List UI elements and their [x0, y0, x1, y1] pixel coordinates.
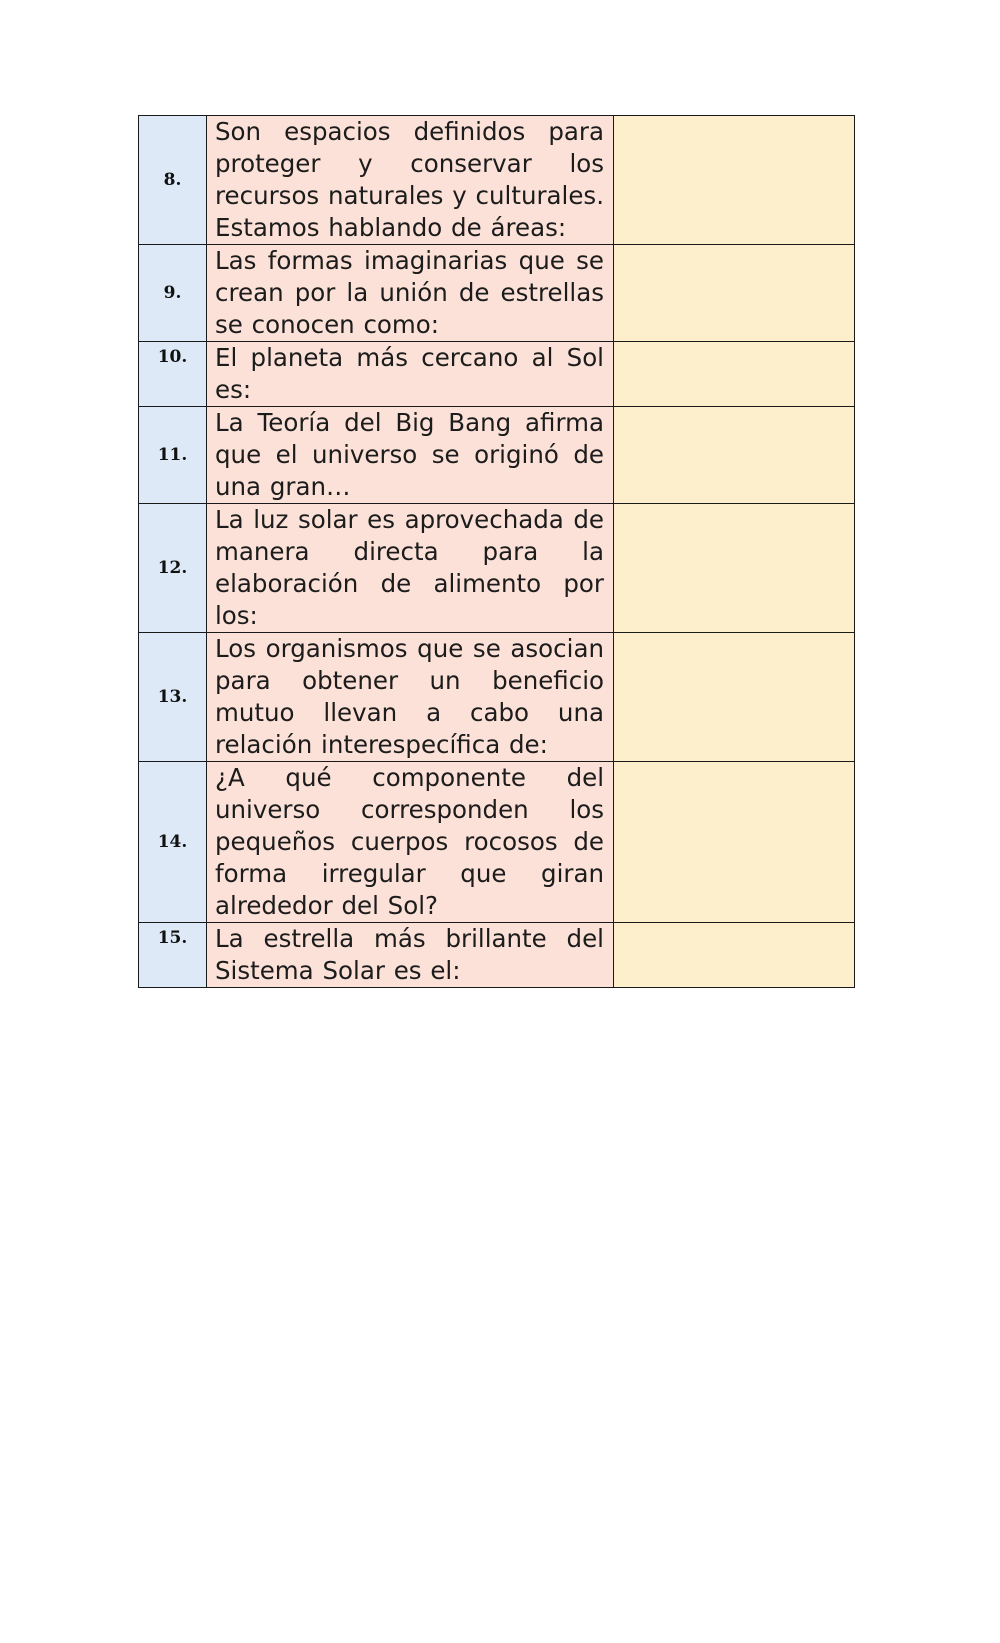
question-text: La luz solar es aprovechada de manera directa para la elaboración de alimento por los:	[207, 504, 614, 633]
questions-table	[138, 115, 855, 988]
answer-cell[interactable]	[614, 633, 855, 762]
answer-cell[interactable]	[614, 407, 855, 504]
question-text: Las formas imaginarias que se crean por la unión de estrellas se conocen como:	[207, 245, 614, 342]
question-text: ¿A qué componente del universo corresponden los pequeños cuerpos rocosos de forma irregular que giran alrededor del Sol?	[207, 762, 614, 923]
question-number: 9.	[139, 245, 207, 342]
answer-cell[interactable]	[614, 245, 855, 342]
question-number: 10.	[139, 342, 207, 407]
question-text: El planeta más cercano al Sol es:	[207, 342, 614, 407]
table-row	[139, 762, 855, 923]
answer-cell[interactable]	[614, 762, 855, 923]
question-text: La estrella más brillante del Sistema Solar es el:	[207, 923, 614, 988]
table-row	[139, 342, 855, 407]
table-row	[139, 407, 855, 504]
table-row	[139, 245, 855, 342]
question-number: 13.	[139, 633, 207, 762]
answer-cell[interactable]	[614, 342, 855, 407]
answer-cell[interactable]	[614, 504, 855, 633]
table-row	[139, 923, 855, 988]
question-number: 12.	[139, 504, 207, 633]
answer-cell[interactable]	[614, 923, 855, 988]
question-number: 15.	[139, 923, 207, 988]
table-row	[139, 504, 855, 633]
answer-cell[interactable]	[614, 116, 855, 245]
question-number: 8.	[139, 116, 207, 245]
question-number: 11.	[139, 407, 207, 504]
question-number: 14.	[139, 762, 207, 923]
table-row	[139, 116, 855, 245]
question-text: Son espacios definidos para proteger y conservar los recursos naturales y culturales. Estamos hablando de áreas:	[207, 116, 614, 245]
question-text: Los organismos que se asocian para obtener un beneficio mutuo llevan a cabo una relación interespecífica de:	[207, 633, 614, 762]
question-text: La Teoría del Big Bang afirma que el universo se originó de una gran…	[207, 407, 614, 504]
table-row	[139, 633, 855, 762]
